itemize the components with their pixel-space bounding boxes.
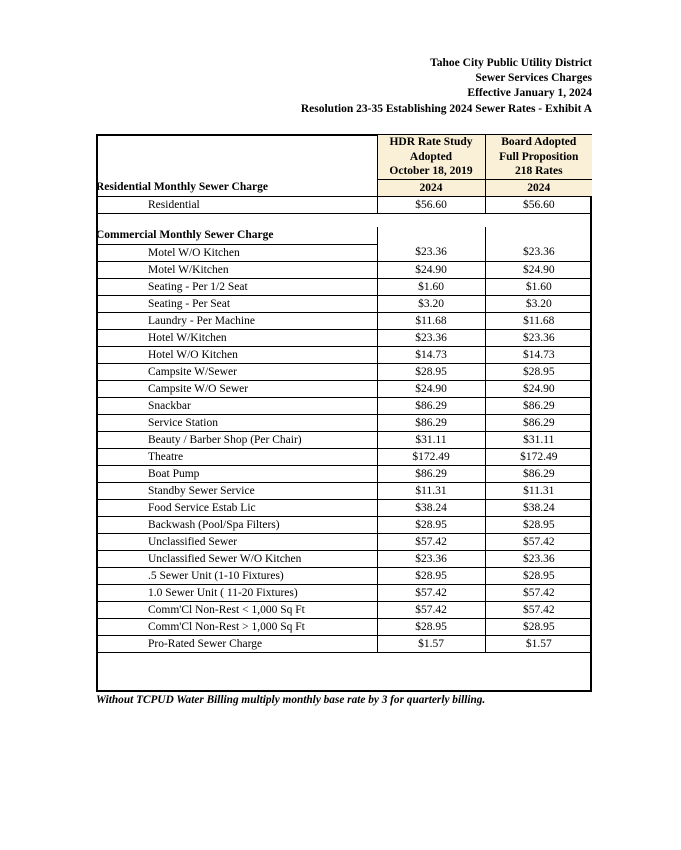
row-value-col2: $28.95 [485,363,592,380]
section-blank-col2 [485,227,592,244]
row-value-col2: $1.60 [485,278,592,295]
row-label: Campsite W/Sewer [96,363,377,380]
row-label: Unclassified Sewer [96,533,377,550]
table-row [96,448,592,465]
row-value-col1: $23.36 [377,244,485,261]
footnote-row [96,652,592,706]
header-line-1: Tahoe City Public Utility District [430,57,592,69]
row-value-residential-col1: $56.60 [377,196,485,213]
row-value-col1: $23.36 [377,550,485,567]
row-label: .5 Sewer Unit (1-10 Fixtures) [96,567,377,584]
table-body [96,135,592,707]
table-row [96,431,592,448]
table-row [96,499,592,516]
row-value-col2: $24.90 [485,261,592,278]
table-row [96,601,592,618]
table-row [96,533,592,550]
section-header-row-commercial [96,227,592,244]
section-title-commercial: Commercial Monthly Sewer Charge [96,227,377,244]
row-value-col2: $86.29 [485,414,592,431]
row-value-col1: $57.42 [377,584,485,601]
row-value-col2: $23.36 [485,329,592,346]
table-row [96,414,592,431]
table-row [96,635,592,652]
row-value-col1: $28.95 [377,363,485,380]
row-value-col1: $28.95 [377,567,485,584]
table-row [96,380,592,397]
table-row [96,261,592,278]
row-label-residential: Residential [96,196,377,213]
row-value-col2: $57.42 [485,533,592,550]
column-header-board-adopted [485,135,592,180]
document-header [0,56,592,117]
row-label: Food Service Estab Lic [96,499,377,516]
row-label: Pro-Rated Sewer Charge [96,635,377,652]
row-value-col2: $28.95 [485,516,592,533]
row-label: Snackbar [96,397,377,414]
section-header-row-residential [96,179,592,196]
table-row [96,363,592,380]
row-value-col2: $11.68 [485,312,592,329]
spacer-label-cell [96,213,377,227]
row-value-col1: $57.42 [377,601,485,618]
table-row [96,516,592,533]
row-label: Standby Sewer Service [96,482,377,499]
row-value-col1: $38.24 [377,499,485,516]
table-row [96,567,592,584]
row-value-col1: $86.29 [377,397,485,414]
table-row [96,584,592,601]
row-value-col2: $172.49 [485,448,592,465]
row-label: Service Station [96,414,377,431]
section-spacer [96,213,592,227]
row-label: Theatre [96,448,377,465]
row-value-col2: $23.36 [485,244,592,261]
row-label: Motel W/O Kitchen [96,244,377,261]
table-row [96,346,592,363]
row-label: Beauty / Barber Shop (Per Chair) [96,431,377,448]
column-header-row [96,135,592,180]
table-row [96,329,592,346]
header-line-4: Resolution 23-35 Establishing 2024 Sewer Rates - Exhibit A [300,102,592,115]
row-value-col1: $172.49 [377,448,485,465]
row-value-col1: $31.11 [377,431,485,448]
row-label: Campsite W/O Sewer [96,380,377,397]
row-value-col1: $24.90 [377,261,485,278]
row-value-col2: $14.73 [485,346,592,363]
table-row [96,295,592,312]
row-value-col1: $57.42 [377,533,485,550]
row-value-col2: $28.95 [485,567,592,584]
row-label: Hotel W/O Kitchen [96,346,377,363]
section-blank-col1 [377,227,485,244]
col2-header-line-1: Board Adopted [501,136,577,148]
row-value-col1: $1.60 [377,278,485,295]
row-value-col2: $86.29 [485,397,592,414]
spacer-col2 [485,213,592,227]
table-row [96,618,592,635]
footnote-text: Without TCPUD Water Billing multiply monthly base rate by 3 for quarterly billing. [96,694,486,706]
row-value-col2: $57.42 [485,601,592,618]
sewer-rates-table [96,134,592,706]
row-value-col2: $24.90 [485,380,592,397]
row-value-col1: $14.73 [377,346,485,363]
table-row [96,397,592,414]
spacer-col1 [377,213,485,227]
row-value-col1: $23.36 [377,329,485,346]
row-label: Hotel W/Kitchen [96,329,377,346]
row-label: Unclassified Sewer W/O Kitchen [96,550,377,567]
row-value-col2: $28.95 [485,618,592,635]
table-row [96,278,592,295]
row-value-col2: $86.29 [485,465,592,482]
row-value-col2: $57.42 [485,584,592,601]
row-value-col1: $24.90 [377,380,485,397]
row-value-col1: $86.29 [377,414,485,431]
col2-header-line-3: 218 Rates [514,165,563,177]
row-value-col1: $86.29 [377,465,485,482]
year-col2: 2024 [485,179,592,196]
row-value-col1: $11.31 [377,482,485,499]
row-label: Comm'Cl Non-Rest < 1,000 Sq Ft [96,601,377,618]
row-value-col1: $28.95 [377,618,485,635]
table-row [96,244,592,261]
header-line-3: Effective January 1, 2024 [467,87,592,100]
row-value-residential-col2: $56.60 [485,196,592,213]
row-label: 1.0 Sewer Unit ( 11-20 Fixtures) [96,584,377,601]
row-label: Backwash (Pool/Spa Filters) [96,516,377,533]
row-value-col1: $1.57 [377,635,485,652]
row-value-col2: $23.36 [485,550,592,567]
section-title-residential: Residential Monthly Sewer Charge [96,179,377,196]
row-value-col1: $11.68 [377,312,485,329]
col1-header-line-2: Adopted [409,150,453,163]
row-label: Comm'Cl Non-Rest > 1,000 Sq Ft [96,618,377,635]
column-header-hdr-rate-study [377,135,485,180]
row-label: Motel W/Kitchen [96,261,377,278]
header-corner-cell [96,135,377,180]
row-value-col2: $3.20 [485,295,592,312]
row-value-col1: $3.20 [377,295,485,312]
col2-header-line-2: Full Proposition [499,150,579,163]
row-value-col2: $31.11 [485,431,592,448]
year-col1: 2024 [377,179,485,196]
header-line-2: Sewer Services Charges [475,72,592,85]
row-value-col2: $1.57 [485,635,592,652]
table-row [96,196,592,213]
row-label: Seating - Per 1/2 Seat [96,278,377,295]
table-row [96,550,592,567]
row-label: Boat Pump [96,465,377,482]
row-value-col1: $28.95 [377,516,485,533]
row-value-col2: $38.24 [485,499,592,516]
col1-header-line-3: October 18, 2019 [389,165,473,177]
table-row [96,312,592,329]
row-value-col2: $11.31 [485,482,592,499]
col1-header-line-1: HDR Rate Study [389,136,473,148]
table-row [96,465,592,482]
table-row [96,482,592,499]
row-label: Laundry - Per Machine [96,312,377,329]
row-label: Seating - Per Seat [96,295,377,312]
